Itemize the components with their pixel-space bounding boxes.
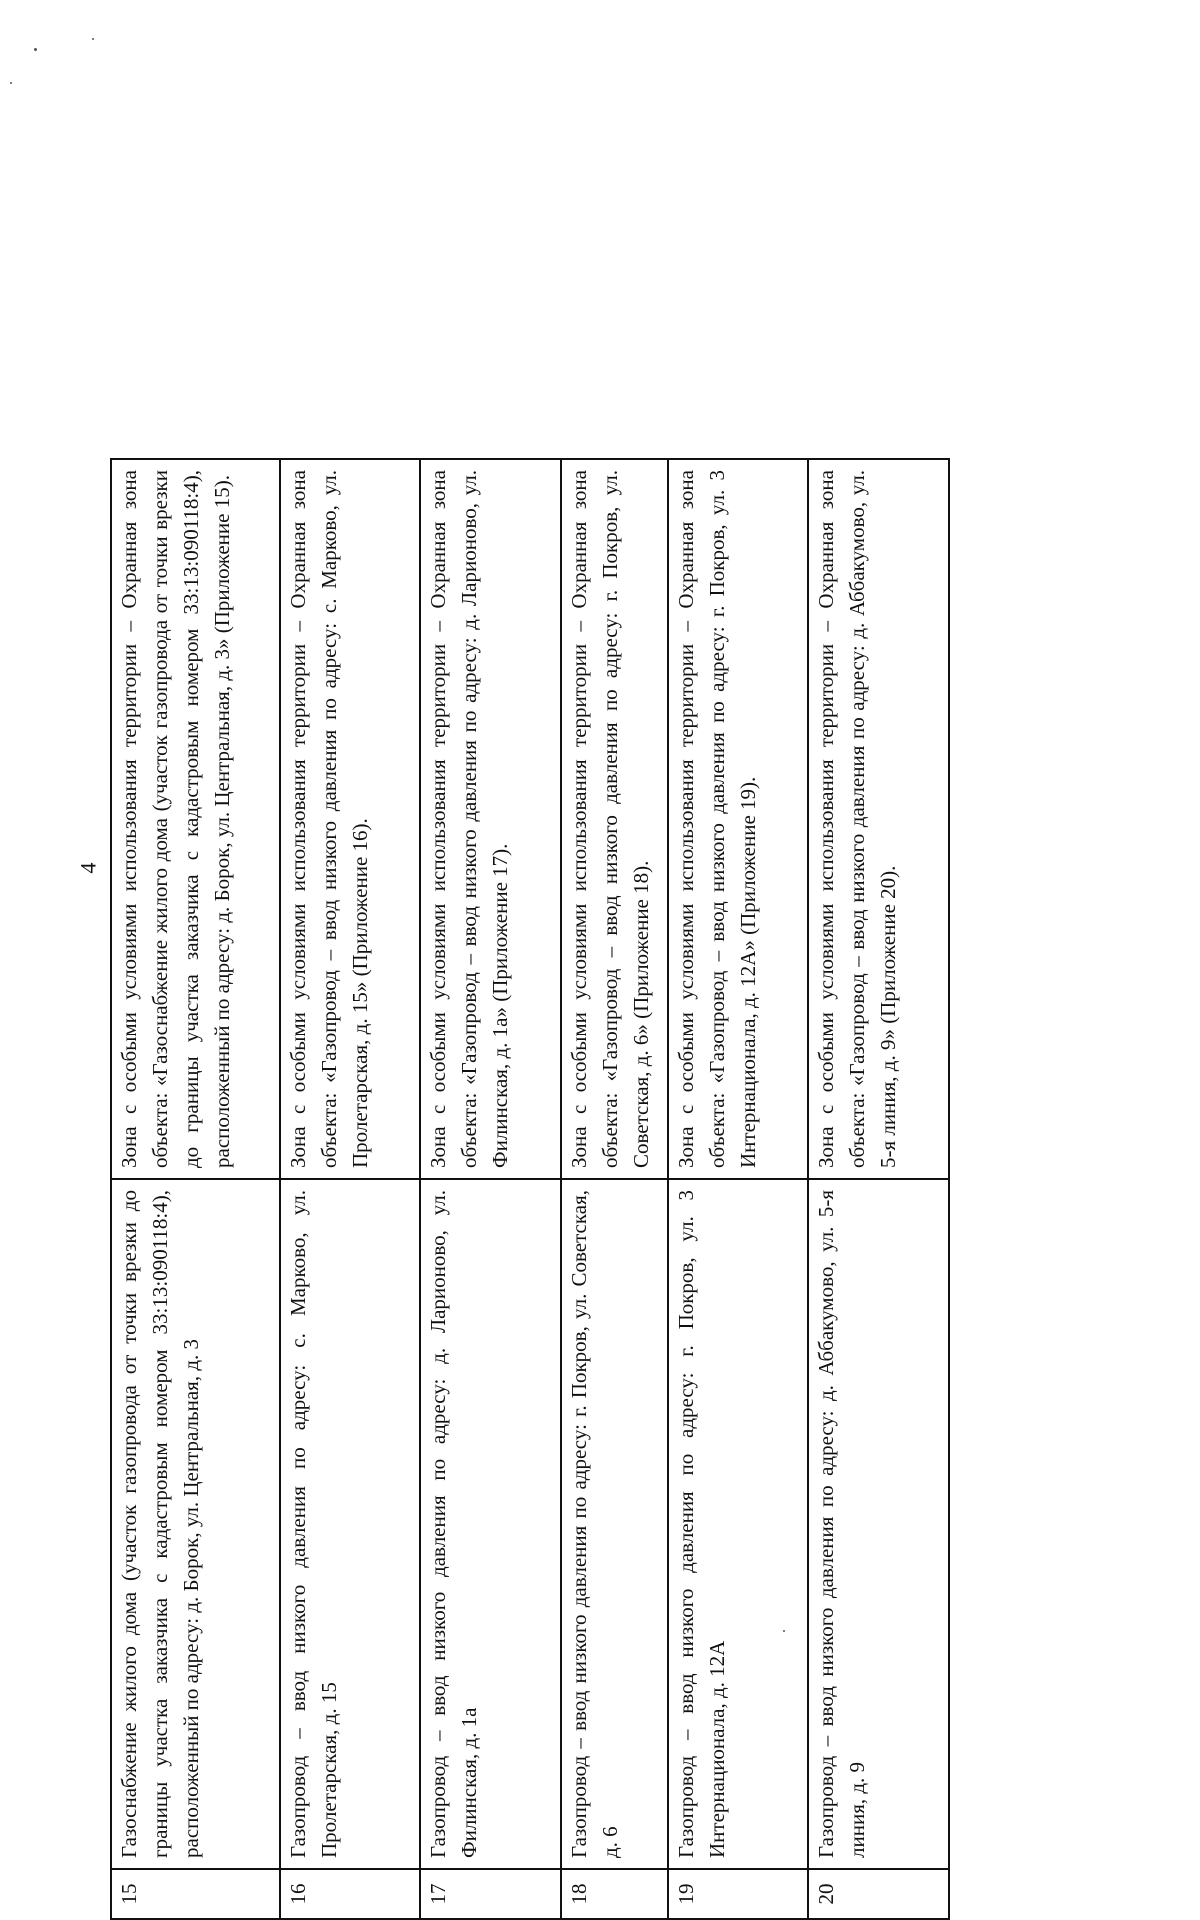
zone-description: Зона с особыми условиями использования территории – Охранная зона объекта: «Газопровод – ввод низкого давления по адресу: г. Покров, ул. Советская, д. 6» (Приложение 18). bbox=[561, 459, 668, 1179]
table-row bbox=[561, 459, 668, 1919]
row-number: 18 bbox=[561, 1869, 668, 1919]
object-description: Газоснабжение жилого дома (участок газопровода от точки врезки до границы участка заказчика с кадастровым номером 33:13:090118:4), расположенный по адресу: д. Борок, ул. Центральная, д. 3 bbox=[111, 1179, 280, 1869]
object-description: Газопровод – ввод низкого давления по адресу: д. Ларионово, ул. Филинская, д. 1а bbox=[420, 1179, 561, 1869]
scan-speck bbox=[34, 48, 37, 51]
row-number: 20 bbox=[808, 1869, 949, 1919]
object-description: Газопровод – ввод низкого давления по адресу: д. Аббакумово, ул. 5-я линия, д. 9 bbox=[808, 1179, 949, 1869]
table-row bbox=[280, 459, 421, 1919]
row-number: 15 bbox=[111, 1869, 280, 1919]
zone-description: Зона с особыми условиями использования территории – Охранная зона объекта: «Газопровод – ввод низкого давления по адресу: г. Покров, ул. 3 Интернационала, д. 12А» (Приложение 19). bbox=[668, 459, 809, 1179]
row-number: 16 bbox=[280, 1869, 421, 1919]
scan-speck bbox=[92, 38, 94, 40]
zone-description: Зона с особыми условиями использования территории – Охранная зона объекта: «Газопровод – ввод низкого давления по адресу: с. Марково, ул. Пролетарская, д. 15» (Приложение 16). bbox=[280, 459, 421, 1179]
table-row bbox=[420, 459, 561, 1919]
rotated-table-container bbox=[110, 460, 950, 1920]
zone-description: Зона с особыми условиями использования территории – Охранная зона объекта: «Газоснабжение жилого дома (участок газопровода от точки врезки до границы участка заказчика с кадастровым номером 33:13:090118:4), расположенный по адресу: д. Борок, ул. Центральная, д. 3» (Приложение 15). bbox=[111, 459, 280, 1179]
protection-zones-table bbox=[110, 458, 950, 1920]
row-number: 17 bbox=[420, 1869, 561, 1919]
table-row bbox=[111, 459, 280, 1919]
page-number: 4 bbox=[75, 862, 101, 874]
object-description: Газопровод – ввод низкого давления по адресу: г. Покров, ул. 3 Интернационала, д. 12А bbox=[668, 1179, 809, 1869]
object-description: Газопровод – ввод низкого давления по адресу: с. Марково, ул. Пролетарская, д. 15 bbox=[280, 1179, 421, 1869]
object-description: Газопровод – ввод низкого давления по адресу: г. Покров, ул. Советская, д. 6 bbox=[561, 1179, 668, 1869]
zone-description: Зона с особыми условиями использования территории – Охранная зона объекта: «Газопровод – ввод низкого давления по адресу: д. Ларионово, ул. Филинская, д. 1а» (Приложение 17). bbox=[420, 459, 561, 1179]
zone-description: Зона с особыми условиями использования территории – Охранная зона объекта: «Газопровод – ввод низкого давления по адресу: д. Аббакумово, ул. 5-я линия, д. 9» (Приложение 20). bbox=[808, 459, 949, 1179]
row-number: 19 bbox=[668, 1869, 809, 1919]
table-row bbox=[668, 459, 809, 1919]
scan-speck bbox=[10, 82, 12, 84]
table-row bbox=[808, 459, 949, 1919]
